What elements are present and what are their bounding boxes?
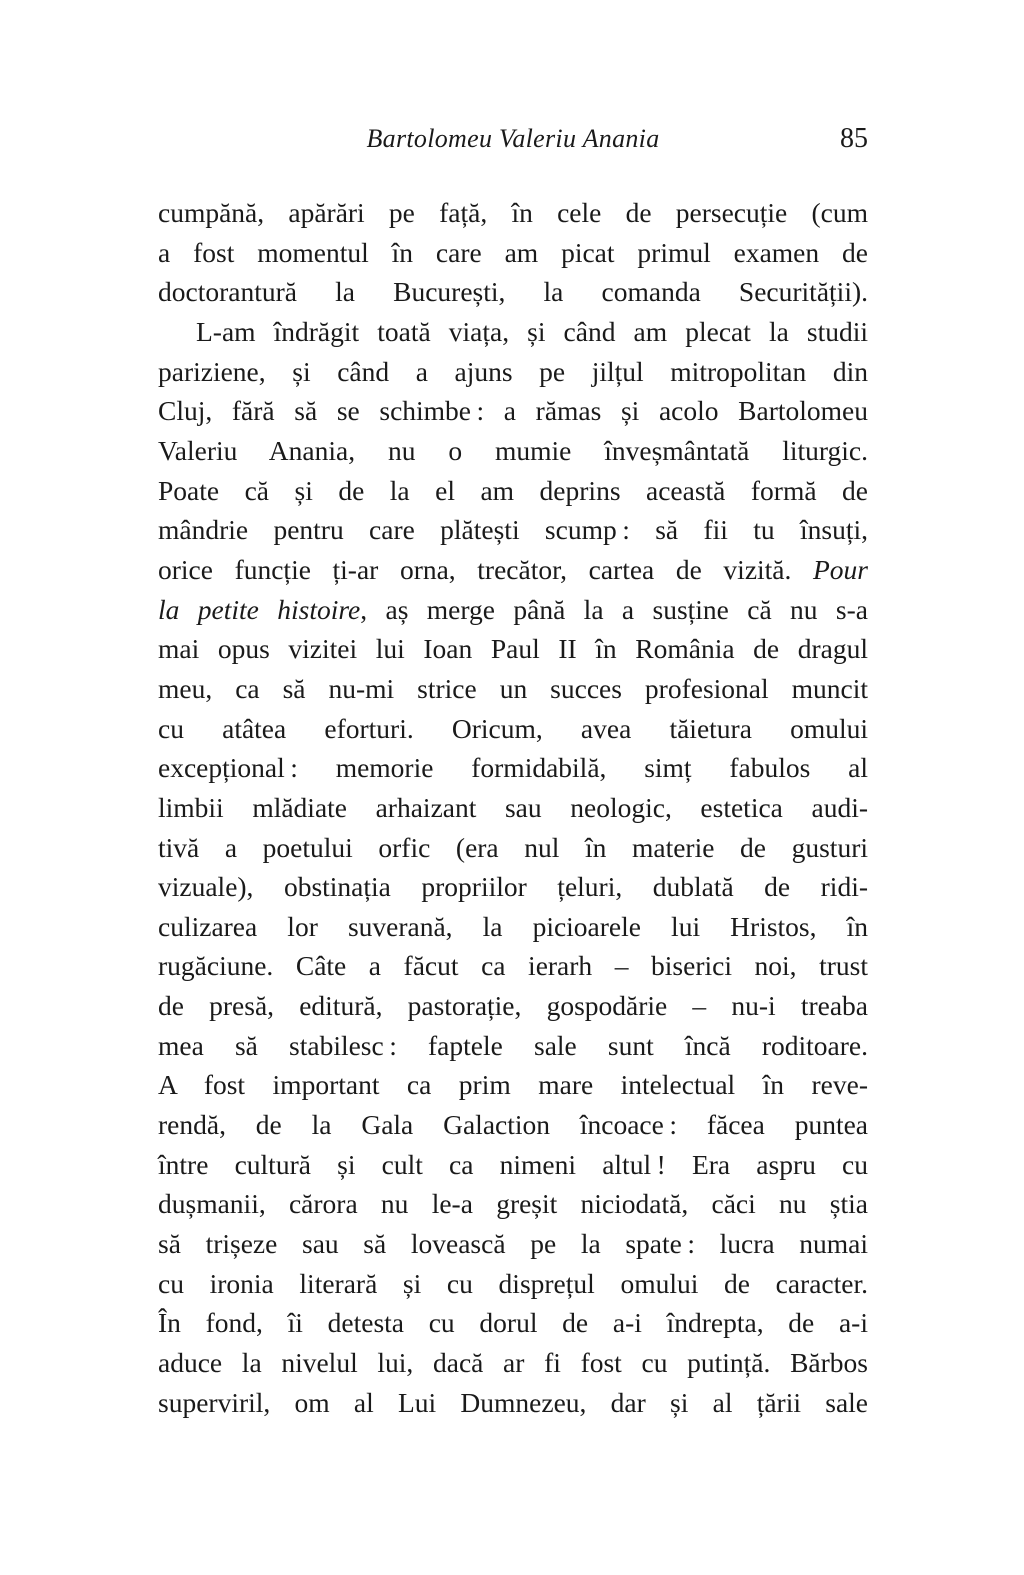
text-line: cumpănă, apărări pe față, în cele de persecuție (cum [158,197,868,228]
text-line: limbii mlădiate arhaizant sau neologic, estetica audi- [158,791,868,823]
text-segment: , aș merge până la a susține că nu s-a [360,593,869,625]
text-line: A fost important ca prim mare intelectual în reve- [158,1069,868,1101]
text-line: mai opus vizitei lui Ioan Paul II în România de dragul [158,633,868,665]
text-line: pariziene, și când a ajuns pe jilțul mitropolitan din [158,355,868,387]
running-header [158,122,868,162]
text-line: culizarea lor suverană, la picioarele lui Hristos, în [158,910,868,942]
running-header-title: Bartolomeu Valeriu Anania [366,124,660,153]
text-line: Poate că și de la el am deprins această formă de [158,474,868,506]
text-line: vizuale), obstinația propriilor țeluri, dublată de ridi- [158,871,868,903]
text-line-paragraph-start: L-am îndrăgit toată viața, și când am plecat la studii [196,315,868,347]
italic-phrase: Pour [813,553,868,585]
text-line: doctorantură la București, la comanda Securității). [158,276,868,308]
text-line: excepțional : memorie formidabilă, simț fabulos al [158,752,868,784]
text-line: să trișeze sau să lovească pe la spate : lucra numai [158,1228,868,1260]
text-line: În fond, îi detesta cu dorul de a-i îndrepta, de a-i [158,1307,868,1339]
text-segment: orice funcție ți-ar orna, trecător, cartea de vizită. [158,553,813,585]
text-line [158,590,868,630]
text-line: cu atâtea eforturi. Oricum, avea tăietura omului [158,712,868,744]
text-line: rendă, de la Gala Galaction încoace : făcea puntea [158,1109,868,1141]
text-line [158,550,868,590]
text-line: dușmanii, cărora nu le-a greșit niciodată, căci nu știa [158,1188,868,1220]
text-line: rugăciune. Câte a făcut ca ierarh – biserici noi, trust [158,950,868,982]
text-line: aduce la nivelul lui, dacă ar fi fost cu putință. Bărbos [158,1347,868,1379]
text-line: superviril, om al Lui Dumnezeu, dar și al țării sale [158,1386,868,1418]
text-line: Valeriu Anania, nu o mumie înveșmântată liturgic. [158,434,868,466]
text-line: cu ironia literară și cu disprețul omului de caracter. [158,1267,868,1299]
text-line: meu, ca să nu-mi strice un succes profesional muncit [158,672,868,704]
text-line: a fost momentul în care am picat primul examen de [158,236,868,268]
text-line: între cultură și cult ca nimeni altul ! Era aspru cu [158,1148,868,1180]
body-text [158,193,868,1422]
text-line: mândrie pentru care plătești scump : să fii tu însuți, [158,514,868,546]
italic-phrase: la petite histoire [158,593,361,625]
text-line: Cluj, fără să se schimbe : a rămas și acolo Bartolomeu [158,395,868,427]
text-line: de presă, editură, pastorație, gospodărie – nu-i treaba [158,990,868,1022]
text-line: tivă a poetului orfic (era nul în materie de gusturi [158,831,868,863]
text-line: mea să stabilesc : faptele sale sunt încă roditoare. [158,1029,868,1061]
page-number: 85 [840,123,868,154]
